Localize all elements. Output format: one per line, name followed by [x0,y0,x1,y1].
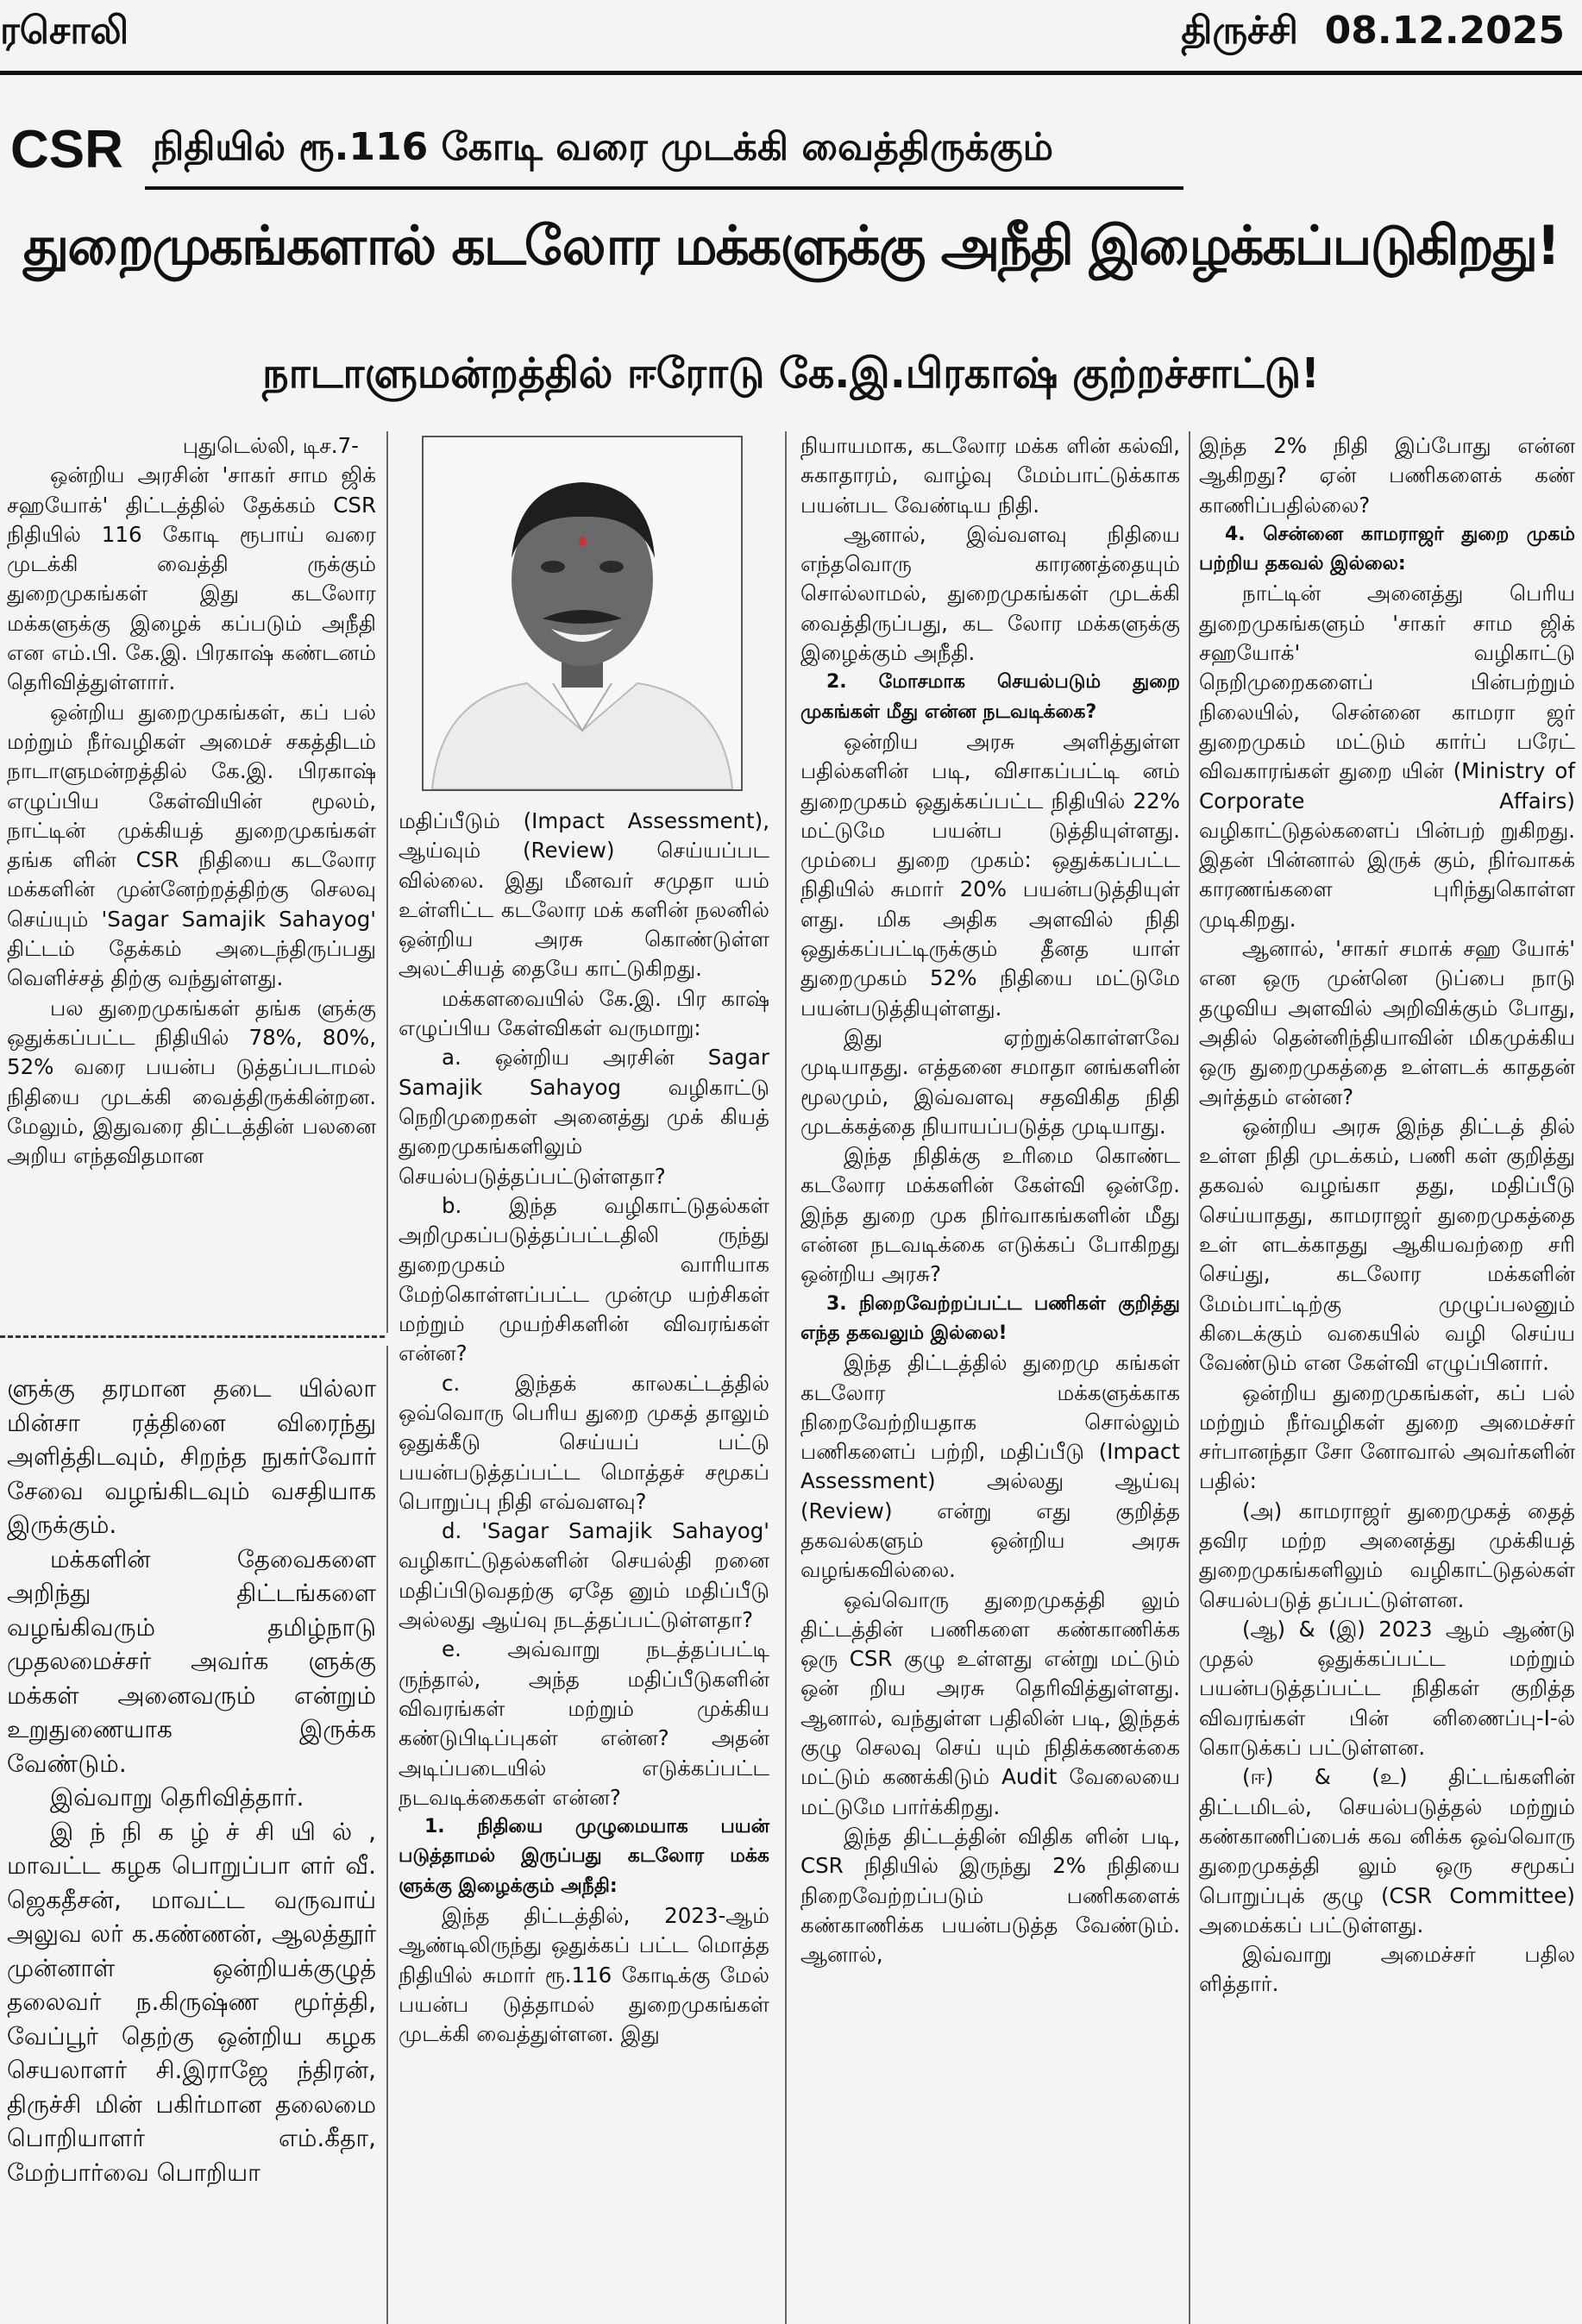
photo-portrait [422,436,743,791]
paragraph: இந்த திட்டத்தில், 2023-ஆம் ஆண்டிலிருந்து ஒதுக்கப் பட்ட மொத்த நிதியில் சுமார் ரூ.116 கோடிக்கு மேல் பயன்ப டுத்தாமல் துறைமுகங்கள் முடக்கி வைத்துள்ளன. இது [399,1902,769,2047]
column-rule [386,1346,388,2324]
paragraph: மக்களின் தேவைகளை அறிந்து திட்டங்களை வழங்கிவரும் தமிழ்நாடு முதலமைச்சர் அவர்க ளுக்கு மக்கள் அனைவரும் என்றும் உறுதுணையாக இருக்க வேண்டும். [7,1544,376,1778]
paragraph: இந்த திட்டத்தில் துறைமு கங்கள் கடலோர மக்களுக்காக நிறைவேற்றியதாக சொல்லும் பணிகளைப் பற்றி, மதிப்பீடு (Impact Assessment) அல்லது ஆய்வு (Review) என்று எது குறித்த தகவல்களும் ஒன்றிய அரசு வழங்கவில்லை. [800,1350,1180,1583]
paragraph: ஒவ்வொரு துறைமுகத்தி லும் திட்டத்தின் பணிகளை கண்காணிக்க ஒரு CSR குழு உள்ளது என்று மட்டும் ஒன் றிய அரசு தெரிவித்துள்ளது. ஆனால், வந்துள்ள பதிலின் படி, இந்தக் குழு செலவு செய் யும் நிதிக்கணக்கை மட்டும் கணக்கிடும் Audit வேலையை மட்டுமே பார்க்கிறது. [800,1586,1180,1819]
question-b: b. இந்த வழிகாட்டுதல்கள் அறிமுகப்படுத்தப்பட்டதிலி ருந்து துறைமுகம் வாரியாக மேற்கொள்ளப்பட்ட முன்மு யற்சிகள் மற்றும் முயற்சிகளின் விவரங்கள் என்ன? [399,1192,769,1366]
question-a: a. ஒன்றிய அரசின் Sagar Samajik Sahayog வழிகாட்டு நெறிமுறைகள் அனைத்து முக் கியத் துறைமுகங்களிலும் செயல்படுத்தப்பட்டுள்ளதா? [399,1045,769,1189]
paragraph: ஒன்றிய துறைமுகங்கள், கப் பல் மற்றும் நீர்வழிகள் துறை அமைச்சர் சர்பானந்தா சோ னோவால் அவர்களின் பதில்: [1199,1379,1575,1494]
kicker-prefix: CSR [10,120,123,179]
edition-info [1181,9,1565,58]
subheading-4: 4. சென்னை காமராஜர் துறை முகம் பற்றிய தகவல் இல்லை: [1199,523,1575,575]
paragraph: ஒன்றிய அரசு அளித்துள்ள பதில்களின் படி, விசாகப்பட்டி னம் துறைமுகம் ஒதுக்கப்பட்ட நிதியில் 22% மட்டுமே பயன்ப டுத்தியுள்ளது. மும்பை துறை முகம்: ஒதுக்கப்பட்ட நிதியில் சுமார் 20% பயன்படுத்தியுள் ளது. மிக அதிக அளவில் நிதி ஒதுக்கப்பட்டிருக்கும் தீனத யாள் துறைமுகம் 52% நிதியை மட்டுமே பயன்படுத்தியுள்ளது. [800,728,1180,1021]
article-column-2 [399,807,769,2049]
paragraph: ஆனால், இவ்வளவு நிதியை எந்தவொரு காரணத்தையும் சொல்லாமல், துறைமுகங்கள் முடக்கி வைத்திருப்பது, கட லோர மக்களுக்கு இழைக்கும் அநீதி. [800,521,1180,666]
paragraph: ளுக்கு தரமான தடை யில்லா மின்சா ரத்தினை விரைந்து அளித்திடவும், சிறந்த நுகர்வோர் சேவை வழங்கிடவும் வசதியாக இருக்கும். [7,1374,376,1539]
paragraph: இந்த நிதிக்கு உரிமை கொண்ட கடலோர மக்களின் கேள்வி ஒன்றே. இந்த துறை முக நிர்வாகங்களின் மீது என்ன நடவடிக்கை எடுக்கப் போகிறது ஒன்றிய அரசு? [800,1143,1180,1287]
paragraph: இவ்வாறு அமைச்சர் பதில ளித்தார். [1199,1942,1575,1997]
column-rule [386,431,388,1333]
subheading-2: 2. மோசமாக செயல்படும் துறை முகங்கள் மீது என்ன நடவடிக்கை? [800,671,1180,723]
answer-d-e: (ஈ) & (உ) திட்டங்களின் திட்டமிடல், செயல்படுத்தல் மற்றும் கண்காணிப்பைக் கவ னிக்க ஒவ்வொரு துறைமுகத்தி லும் ஒரு சமூகப் பொறுப்புக் குழு (CSR Committee) அமைக்கப் பட்டுள்ளது. [1199,1764,1575,1938]
paragraph: மதிப்பீடும் (Impact Assessment), ஆய்வும் (Review) செய்யப்பட வில்லை. இது மீனவர் சமுதா யம் உள்ளிட்ட கடலோர மக் களின் நலனில் ஒன்றிய அரசு கொண்டுள்ள அலட்சியத் தையே காட்டுகிறது. [399,808,769,982]
article-column-3 [800,431,1180,1969]
masthead [0,0,1582,78]
question-d: d. 'Sagar Samajik Sahayog' வழிகாட்டுதல்களின் செயல்தி றனை மதிப்பிடுவதற்கு ஏதே னும் மதிப்பீடு அல்லது ஆய்வு நடத்தப்பட்டுள்ளதா? [399,1518,769,1633]
headline-kicker [10,119,1183,180]
paragraph: ஒன்றிய அரசின் 'சாகர் சாம ஜிக் சஹயோக்' திட்டத்தில் தேக்கம் CSR நிதியில் 116 கோடி ரூபாய் வரை முடக்கி வைத்தி ருக்கும் துறைமுகங்கள் இது கடலோர மக்களுக்கு இழைக் கப்படும் அநீதி என எம்.பி. கே.இ. பிரகாஷ் கண்டனம் தெரிவித்துள்ளார். [7,462,376,695]
answer-a: (அ) காமராஜர் துறைமுகத் தைத் தவிர மற்ற அனைத்து முக்கியத் துறைமுகங்களிலும் வழிகாட்டுதல்கள் செயல்படுத் தப்பட்டுள்ளன. [1199,1498,1575,1612]
paragraph: இது ஏற்றுக்கொள்ளவே முடியாதது. எத்தனை சமாதா னங்களின் மூலமும், இவ்வளவு சதவிகித நிதி முடக்கத்தை நியாயப்படுத்த முடியாது. [800,1024,1180,1139]
section-divider [0,1335,385,1338]
sub-headline: நாடாளுமன்றத்தில் ஈரோடு கே.இ.பிரகாஷ் குற்றச்சாட்டு! [262,349,1320,398]
paper-name: ரசொலி [0,9,129,53]
dateline: புதுடெல்லி, டிச.7- [182,433,359,458]
paragraph: நாட்டின் அனைத்து பெரிய துறைமுகங்களும் 'சாகர் சாம ஜிக் சஹயோக்' வழிகாட்டு நெறிமுறைகளைப் பின்பற்றும் நிலையில், சென்னை காமரா ஜர் துறைமுகம் மட்டும் கார்ப் பரேட் விவகாரங்கள் துறை யின் (Ministry of Corporate Affairs) வழிகாட்டுதல்களைப் பின்பற் றுகிறது. இதன் பின்னால் இருக் கும், நிர்வாகக் காரணங்களை புரிந்துகொள்ள முடிகிறது. [1199,581,1575,932]
paragraph: ஒன்றிய துறைமுகங்கள், கப் பல் மற்றும் நீர்வழிகள் அமைச் சகத்திடம் நாடாளுமன்றத்தில் கே.இ. பிரகாஷ் எழுப்பிய கேள்வியின் மூலம், நாட்டின் முக்கியத் துறைமுகங்கள் தங்க ளின் CSR நிதியை கடலோர மக்களின் முன்னேற்றத்திற்கு செலவு செய்யும் 'Sagar Samajik Sahayog' திட்டம் தேக்கம் அடைந்திருப்பது வெளிச்சத் திற்கு வந்துள்ளது. [7,699,376,991]
kicker-text: நிதியில் ரூ.116 கோடி வரை முடக்கி வைத்திருக்கும் [152,125,1054,169]
question-e: e. அவ்வாறு நடத்தப்பட்டி ருந்தால், அந்த மதிப்பீடுகளின் விவரங்கள் மற்றும் முக்கிய கண்டுபிடிப்புகள் என்ன? அதன் அடிப்படையில் எடுக்கப்பட்ட நடவடிக்கைகள் என்ன? [399,1636,769,1810]
article-column-4 [1199,431,1575,2000]
paragraph: இவ்வாறு தெரிவித்தார். [50,1783,304,1812]
main-headline: துறைமுகங்களால் கடலோர மக்களுக்கு அநீதி இழைக்கப்படுகிறது! [22,214,1560,277]
kicker-underline [145,186,1183,190]
paragraph: இ ந் நி க ழ் ச் சி யி ல் , மாவட்ட கழக பொறுப்பா ளர் வீ. ஜெகதீசன், மாவட்ட வருவாய் அலுவ லர் க.கண்ணன், ஆலத்தூர் முன்னாள் ஒன்றியக்குழுத் தலைவர் ந.கிருஷ்ண மூர்த்தி, வேப்பூர் தெற்கு ஒன்றிய கழக செயலாளர் சி.இராஜே ந்திரன், திருச்சி மின் பகிர்மான தலைமை பொறியாளர் எம்.கீதா, மேற்பார்வை பொறியா [7,1817,376,2187]
column-rule [785,431,787,2324]
answer-b-c: (ஆ) & (இ) 2023 ஆம் ஆண்டு முதல் ஒதுக்கப்பட்ட மற்றும் பயன்படுத்தப்பட்ட நிதிகள் குறித்த விவரங்கள் பின் னிணைப்பு-I-ல் கொடுக்கப் பட்டுள்ளன. [1199,1616,1575,1761]
paragraph: இந்த திட்டத்தின் விதிக ளின் படி, CSR நிதியில் இருந்து 2% நிதியை நிறைவேற்றப்படும் பணிகளைக் கண்காணிக்க பயன்படுத்த வேண்டும். ஆனால், [800,1823,1180,1968]
masthead-rule [0,71,1582,75]
paragraph: மக்களவையில் கே.இ. பிர காஷ் எழுப்பிய கேள்விகள் வருமாறு: [399,985,769,1041]
subheading-1: 1. நிதியை முழுமையாக பயன் படுத்தாமல் இருப்பது கடலோர மக்க ளுக்கு இழைக்கும் அநீதி: [399,1816,769,1897]
column-rule [1189,431,1190,2324]
paragraph: இந்த 2% நிதி இப்போது என்ன ஆகிறது? ஏன் பணிகளைக் கண் காணிப்பதில்லை? [1199,433,1575,518]
paragraph: ஒன்றிய அரசு இந்த திட்டத் தில் உள்ள நிதி முடக்கம், பணி கள் குறித்து தகவல் வழங்கா தது, மதிப்பீடு செய்யாதது, காமராஜர் துறைமுகத்தை உள் ளடக்காதது ஆகியவற்றை சரி செய்து, கடலோர மக்களின் மேம்பாட்டிற்கு முழுப்பலனும் கிடைக்கும் வகையில் வழி செய்ய வேண்டும் என கேள்வி எழுப்பினார். [1199,1113,1575,1376]
question-c: c. இந்தக் காலகட்டத்தில் ஒவ்வொரு பெரிய துறை முகத் தாலும் ஒதுக்கீடு செய்யப் பட்டு பயன்படுத்தப்பட்ட மொத்தச் சமூகப் பொறுப்பு நிதி எவ்வளவு? [399,1370,769,1514]
paragraph: நியாயமாக, கடலோர மக்க ளின் கல்வி, சுகாதாரம், வாழ்வு மேம்பாட்டுக்காக பயன்பட வேண்டிய நிதி. [800,433,1180,518]
edition-date: 08.12.2025 [1324,9,1565,53]
continuation-story [7,1372,376,2189]
article-column-1 [7,431,376,1171]
portrait-image [424,437,741,789]
edition-city: திருச்சி [1181,9,1298,53]
subheading-3: 3. நிறைவேற்றப்பட்ட பணிகள் குறித்து எந்த தகவலும் இல்லை! [800,1292,1180,1344]
paragraph: ஆனால், 'சாகர் சமாக் சஹ யோக்' என ஒரு முன்னெ டுப்பை நாடு தழுவிய அளவில் அறிவிக்கும் போது, அதில் தென்னிந்தியாவின் மிகமுக்கிய ஒரு துறைமுகத்தை உள்ளடக் காததன் அர்த்தம் என்ன? [1199,936,1575,1109]
paragraph: பல துறைமுகங்கள் தங்க ளுக்கு ஒதுக்கப்பட்ட நிதியில் 78%, 80%, 52% வரை பயன்ப டுத்தப்படாமல் நிதியை முடக்கி வைத்திருக்கின்றன. மேலும், இதுவரை திட்டத்தின் பலனை அறிய எந்தவிதமான [7,995,376,1169]
